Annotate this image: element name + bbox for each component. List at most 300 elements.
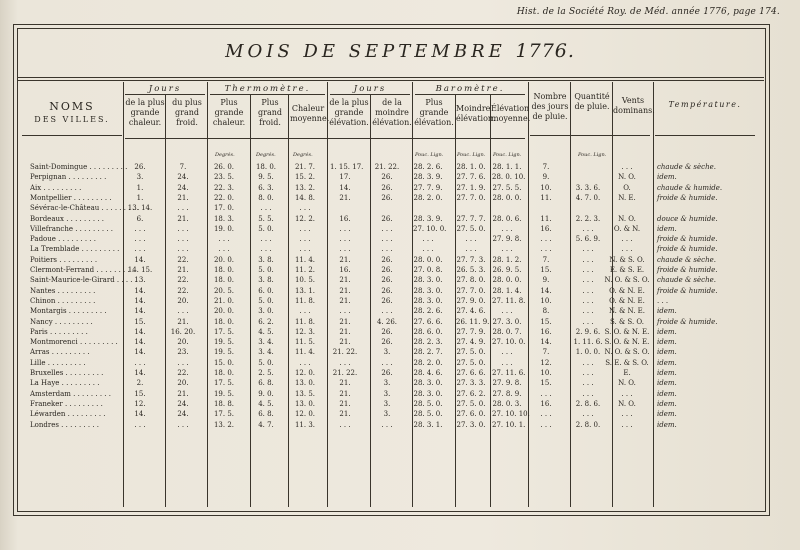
cell-pl: 15.: [540, 266, 552, 274]
cell-tc: 21. 0.: [213, 296, 235, 305]
cell-bg: 27. 10. 0.: [413, 224, 447, 233]
cell-bg: 28. 3. 9.: [413, 173, 443, 182]
table-row: [22, 162, 782, 172]
cell-tm: 14. 8.: [294, 193, 316, 202]
cell-temp: . . .: [657, 296, 669, 305]
cell-temp: idem.: [657, 173, 677, 182]
cell-vents: . . .: [621, 163, 633, 171]
table-row: [22, 378, 782, 388]
cell-city: Saint-Maurice-le-Girard . . .: [30, 275, 140, 285]
cell-vents: N. & N. E.: [608, 307, 646, 316]
cell-vents: O.: [623, 183, 631, 192]
cell-jge: . . .: [339, 235, 351, 244]
cell-jme: 3.: [383, 410, 391, 419]
cell-jf: . . .: [177, 245, 189, 254]
cell-city: Perpignan . . .: [30, 172, 140, 182]
cell-tc: 19. 5.: [213, 348, 235, 357]
cell-jf: 24.: [177, 410, 189, 419]
jours-chaleur-header: de la plus grande chaleur.: [125, 98, 165, 127]
cell-temp: froide & humide.: [657, 245, 718, 254]
cell-tf: 3. 0.: [258, 307, 274, 316]
unit-pouc-moyenne: Pouc. Lign.: [493, 152, 522, 158]
cell-qp: . . .: [582, 317, 594, 326]
cell-bmoy: 28. 0. 3.: [492, 399, 522, 408]
cell-jc: 6.: [136, 214, 144, 223]
elevation-moyenne-header: Élévation moyenne.: [491, 104, 531, 123]
cell-qp: . . .: [582, 286, 594, 295]
cell-jc: 1.: [136, 183, 144, 192]
cell-bmoy: 27. 8. 9.: [492, 389, 522, 398]
cell-vents: S. & S. O.: [609, 317, 644, 326]
cell-bg: 27. 7. 9.: [413, 183, 443, 192]
cell-temp: chaude & humide.: [657, 183, 723, 192]
cell-bm: 27. 5. 0.: [456, 348, 486, 357]
cell-vents: . . .: [621, 389, 633, 398]
cell-jge: 1. 15. 17.: [330, 163, 364, 171]
cell-pl: 7.: [542, 255, 550, 264]
cell-pl: 10.: [540, 183, 552, 192]
cell-tf: 3. 4.: [258, 338, 274, 347]
table-row: [22, 347, 782, 357]
cell-jge: 14.: [339, 183, 351, 192]
cell-city: Padoue . . .: [30, 234, 140, 244]
cell-tc: 18. 8.: [213, 399, 235, 408]
cell-temp: idem.: [657, 369, 677, 377]
nombre-jours-pluie-header: Nombre des jours de pluie.: [531, 92, 569, 121]
cell-tm: 11. 2.: [294, 266, 316, 274]
cell-bm: 27. 7. 9.: [456, 327, 486, 336]
cell-jge: . . .: [339, 420, 351, 429]
cell-qp: . . .: [582, 255, 594, 264]
cell-temp: chaude & sèche.: [657, 255, 716, 264]
cell-tf: 9. 5.: [258, 173, 274, 182]
table-row: [22, 296, 782, 306]
cell-bm: . . .: [465, 245, 477, 254]
cell-city: Paris . . .: [30, 327, 140, 337]
cell-temp: idem.: [657, 379, 677, 388]
cell-jf: 20.: [177, 379, 189, 388]
cell-jc: . . .: [134, 358, 146, 367]
cell-bm: 26. 5. 3.: [456, 266, 486, 274]
cell-vents: N. O. & S. O.: [604, 348, 650, 357]
cell-jf: 24.: [177, 399, 189, 408]
header-top-rule: [17, 77, 764, 78]
jours-group-header: Jours: [148, 84, 182, 94]
temp-rule: [655, 135, 755, 136]
cell-pl: 9.: [542, 276, 550, 285]
cell-tf: 4. 7.: [258, 420, 274, 429]
cell-jc: 14.: [134, 410, 146, 419]
table-row: [22, 286, 782, 296]
cell-city: La Tremblade . . .: [30, 244, 140, 254]
cell-tf: 4. 5.: [258, 327, 274, 336]
cell-jc: 14.: [134, 327, 146, 336]
cell-city: La Haye . . .: [30, 378, 140, 388]
chaleur-moyenne-header: Chaleur moyenne.: [290, 104, 330, 123]
cell-city: Poitiers . . .: [30, 255, 140, 265]
jours-froid-header: du plus grand froid.: [172, 98, 202, 127]
cell-jme: 3.: [383, 389, 391, 398]
baro-group-rule: [415, 94, 525, 95]
cell-bm: . . .: [465, 235, 477, 244]
cell-bmoy: . . .: [501, 224, 513, 233]
cell-tf: 18. 0.: [255, 163, 277, 171]
cell-bm: 26. 11. 9.: [456, 317, 490, 326]
table-row: [22, 306, 782, 316]
cell-tm: 11. 5.: [294, 338, 316, 347]
cell-pl: . . .: [540, 235, 552, 244]
cell-jc: 12.: [134, 399, 146, 408]
table-row: [22, 244, 782, 254]
cell-qp: . . .: [582, 389, 594, 398]
cell-jme: . . .: [381, 307, 393, 316]
cell-bmoy: 27. 11. 6.: [492, 369, 526, 377]
cell-jf: 21.: [177, 193, 189, 202]
cell-qp: . . .: [582, 296, 594, 305]
cell-bg: 28. 3. 1.: [413, 420, 443, 429]
page-title: [0, 40, 800, 62]
cell-tc: 18. 0.: [213, 276, 235, 285]
cell-jf: . . .: [177, 204, 189, 213]
cell-vents: S. E. & S. O.: [605, 358, 649, 367]
table-row: [22, 399, 782, 409]
cell-tm: . . .: [299, 224, 311, 233]
cell-bmoy: 28. 0. 0.: [492, 276, 522, 285]
cell-tf: 3. 4.: [258, 348, 274, 357]
cell-qp: 1. 0. 0.: [575, 348, 601, 357]
cell-jf: 23.: [177, 348, 189, 357]
cell-bmoy: 28. 1. 1.: [492, 163, 522, 171]
cell-bg: . . .: [422, 235, 434, 244]
cell-temp: douce & humide.: [657, 214, 718, 223]
cell-tm: 11. 8.: [294, 296, 316, 305]
cell-tc: 26. 0.: [213, 163, 235, 171]
cell-pl: 7.: [542, 163, 550, 171]
cell-bmoy: 27. 10. 10.: [492, 410, 530, 419]
cell-bg: 28. 2. 6.: [413, 163, 443, 171]
cell-tf: 6. 3.: [258, 183, 274, 192]
cell-jf: 21.: [177, 317, 189, 326]
cell-temp: idem.: [657, 420, 677, 429]
cell-jf: 22.: [177, 286, 189, 295]
cell-bmoy: . . .: [501, 348, 513, 357]
thermo-group-rule: [210, 94, 325, 95]
cell-tc: 22. 3.: [213, 183, 235, 192]
cell-pl: 10.: [540, 369, 552, 377]
table-row: [22, 275, 782, 285]
cell-tf: . . .: [260, 245, 272, 254]
cell-bg: 28. 3. 0.: [413, 276, 443, 285]
table-row: [22, 224, 782, 234]
cell-bg: 28. 3. 0.: [413, 389, 443, 398]
cell-bmoy: 28. 0. 7.: [492, 327, 522, 336]
cell-jf: 24.: [177, 173, 189, 182]
cell-pl: 14.: [540, 286, 552, 295]
cell-pl: 16.: [540, 224, 552, 233]
cell-jf: . . .: [177, 307, 189, 316]
cell-vents: O. & N. E.: [609, 296, 645, 305]
unit-pouc-pluie: Pouc. Lign.: [578, 152, 607, 158]
running-head: Hist. de la Société Roy. de Méd. année 1776, page 174.: [516, 7, 780, 17]
cell-pl: 11.: [540, 193, 552, 202]
cell-bg: 28. 6. 0.: [413, 327, 443, 336]
cell-pl: . . .: [540, 389, 552, 398]
table-row: [22, 368, 782, 378]
cell-qp: . . .: [582, 266, 594, 274]
cell-tm: 13. 0.: [294, 379, 316, 388]
cell-tc: 13. 2.: [213, 420, 235, 429]
cell-tc: 19. 5.: [213, 338, 235, 347]
thermo-group-header: Thermomètre.: [224, 84, 311, 94]
cell-tm: 12. 3.: [294, 327, 316, 336]
unit-degres-froid: Degrés.: [256, 152, 276, 158]
baro-group-header: Baromètre.: [435, 84, 505, 94]
cell-tc: 23. 5.: [213, 173, 235, 182]
cell-temp: idem.: [657, 389, 677, 398]
table-row: [22, 255, 782, 265]
cell-jge: 16.: [339, 266, 351, 274]
cell-jme: 26.: [381, 296, 393, 305]
cell-vents: E.: [623, 369, 631, 377]
cell-vents: E. & S. E.: [609, 266, 645, 274]
cell-bm: 27. 7. 0.: [456, 193, 486, 202]
cell-tf: 4. 5.: [258, 399, 274, 408]
table-row: [22, 389, 782, 399]
cell-tf: 6. 8.: [258, 379, 274, 388]
cell-jc: . . .: [134, 235, 146, 244]
cell-tm: . . .: [299, 204, 311, 213]
cell-tc: 17. 0.: [213, 204, 235, 213]
cell-jc: 14.: [134, 348, 146, 357]
cell-pl: 12.: [540, 358, 552, 367]
cell-bmoy: 28. 0. 6.: [492, 214, 522, 223]
temperature-header: Température.: [668, 100, 742, 109]
cell-vents: S. O. & N. E.: [604, 338, 650, 347]
cell-vents: N. O.: [618, 214, 636, 223]
cell-jme: 26.: [381, 276, 393, 285]
cell-pl: . . .: [540, 420, 552, 429]
cell-tm: 12. 2.: [294, 214, 316, 223]
cell-tc: 19. 0.: [213, 224, 235, 233]
cell-bmoy: 27. 9. 8.: [492, 235, 522, 244]
cell-jge: 21. 22.: [332, 369, 358, 377]
cell-qp: . . .: [582, 224, 594, 233]
cell-temp: idem.: [657, 327, 677, 336]
cell-vents: N. E.: [618, 193, 636, 202]
cell-pl: 8.: [542, 307, 550, 316]
unit-pouc-grande: Pouc. Lign.: [415, 152, 444, 158]
cell-bg: 28. 3. 0.: [413, 296, 443, 305]
cell-bm: 27. 7. 0.: [456, 286, 486, 295]
cell-jc: 14.: [134, 286, 146, 295]
cell-temp: idem.: [657, 348, 677, 357]
cell-bg: 28. 2. 6.: [413, 307, 443, 316]
unit-degres-chaleur: Degrés.: [215, 152, 235, 158]
cell-city: Léwarden . . .: [30, 409, 140, 419]
cell-jf: 21.: [177, 389, 189, 398]
cell-qp: 4. 7. 0.: [575, 193, 601, 202]
cell-tm: . . .: [299, 245, 311, 254]
cell-tm: 11. 3.: [294, 420, 316, 429]
cell-tc: 18. 3.: [213, 214, 235, 223]
cell-temp: idem.: [657, 338, 677, 347]
cell-jme: 26.: [381, 338, 393, 347]
cell-city: Arras . . .: [30, 347, 140, 357]
cell-jc: 26.: [134, 163, 146, 171]
cell-jc: 1.: [136, 193, 144, 202]
cell-jme: 26.: [381, 266, 393, 274]
cell-jf: 16. 20.: [170, 327, 196, 336]
cell-bm: 27. 8. 0.: [456, 276, 486, 285]
cell-pl: 14.: [540, 338, 552, 347]
cell-tf: 6. 0.: [258, 286, 274, 295]
cell-bmoy: 27. 10. 0.: [492, 338, 526, 347]
cell-jge: 21.: [339, 410, 351, 419]
cell-qp: 2. 2. 3.: [575, 214, 601, 223]
cell-city: Nancy . . .: [30, 317, 140, 327]
cell-qp: . . .: [582, 307, 594, 316]
cell-tf: . . .: [260, 235, 272, 244]
cell-jf: 22.: [177, 369, 189, 377]
cell-tm: . . .: [299, 307, 311, 316]
cell-tf: 3. 8.: [258, 255, 274, 264]
cell-tm: 12. 0.: [294, 410, 316, 419]
cell-tm: 21. 7.: [294, 163, 316, 171]
cell-vents: . . .: [621, 410, 633, 419]
cell-tc: . . .: [218, 235, 230, 244]
cell-temp: froide & humide.: [657, 235, 718, 244]
cell-tm: 10. 5.: [294, 276, 316, 285]
cell-tf: 5. 0.: [258, 224, 274, 233]
cell-jme: 26.: [381, 183, 393, 192]
cell-bg: 28. 2. 7.: [413, 348, 443, 357]
plus-grande-elevation-header: Plus grande élévation.: [414, 98, 454, 127]
cell-jf: 7.: [179, 163, 187, 171]
vents-header: Vents dominans.: [613, 96, 655, 115]
header-top-rule-double: [17, 80, 764, 81]
cell-pl: . . .: [540, 245, 552, 254]
cell-city: Amsterdam . . .: [30, 389, 140, 399]
cell-city: Londres . . .: [30, 420, 140, 430]
cell-city: Franeker . . .: [30, 399, 140, 409]
cell-tc: 19. 5.: [213, 389, 235, 398]
cell-bg: 28. 3. 0.: [413, 286, 443, 295]
cell-bg: 28. 2. 0.: [413, 358, 443, 367]
cell-bg: 28. 2. 0.: [413, 193, 443, 202]
cell-tf: 6. 8.: [258, 410, 274, 419]
cell-jme: 26.: [381, 286, 393, 295]
cell-jc: 3.: [136, 173, 144, 182]
cell-vents: N. O. & S. O.: [604, 276, 650, 285]
cell-pl: 16.: [540, 327, 552, 336]
cell-jc: 14. 15.: [127, 266, 153, 274]
cell-jme: 26.: [381, 369, 393, 377]
noms-label: NOMS: [49, 100, 95, 113]
cell-tc: 18. 0.: [213, 317, 235, 326]
jours2-group-header: Jours: [353, 84, 387, 94]
noms-rule: [22, 135, 122, 136]
cell-pl: 16.: [540, 399, 552, 408]
cell-city: Bordeaux . . .: [30, 214, 140, 224]
cell-bmoy: 27. 11. 8.: [492, 296, 526, 305]
cell-jme: . . .: [381, 358, 393, 367]
cell-qp: . . .: [582, 245, 594, 254]
cell-pl: 15.: [540, 317, 552, 326]
des-villes-label: DES VILLES.: [34, 115, 110, 124]
cell-jge: 21.: [339, 389, 351, 398]
cell-bg: 28. 5. 0.: [413, 399, 443, 408]
cell-bm: 27. 5. 0.: [456, 224, 486, 233]
cell-bmoy: 27. 10. 1.: [492, 420, 526, 429]
cell-bg: 28. 3. 9.: [413, 214, 443, 223]
cell-qp: 1. 11. 6.: [573, 338, 603, 347]
pluie-rule: [530, 135, 650, 136]
title-month: MOIS DE SEPTEMBRE: [225, 41, 506, 62]
cell-jge: . . .: [339, 307, 351, 316]
grand-froid-header: Plus grand froid.: [258, 98, 282, 127]
cell-jme: . . .: [381, 420, 393, 429]
cell-vents: . . .: [621, 235, 633, 244]
table-row: [22, 265, 782, 275]
cell-pl: 9.: [542, 173, 550, 182]
cell-qp: . . .: [582, 358, 594, 367]
cell-jme: 26.: [381, 173, 393, 182]
cell-jf: 22.: [177, 276, 189, 285]
cell-bm: 27. 7. 7.: [456, 214, 486, 223]
cell-qp: . . .: [582, 276, 594, 285]
cell-temp: idem.: [657, 358, 677, 367]
cell-jge: 21. 22.: [332, 348, 358, 357]
cell-bm: 27. 4. 9.: [456, 338, 486, 347]
cell-jge: 21.: [339, 327, 351, 336]
cell-city: Lille . . .: [30, 358, 140, 368]
cell-jme: 4. 26.: [376, 317, 398, 326]
cell-jme: 21. 22.: [374, 163, 400, 171]
cell-jf: . . .: [177, 224, 189, 233]
cell-tc: 17. 5.: [213, 379, 235, 388]
cell-city: Bruxelles . . .: [30, 368, 140, 378]
cell-tf: 3. 8.: [258, 276, 274, 285]
cell-jc: 15.: [134, 389, 146, 398]
cell-jc: 14.: [134, 338, 146, 347]
table-row: [22, 234, 782, 244]
cell-vents: . . .: [621, 420, 633, 429]
cell-temp: froide & humide.: [657, 266, 718, 274]
cell-qp: 3. 3. 6.: [575, 183, 601, 192]
cell-tm: 15. 2.: [294, 173, 316, 182]
table-row: [22, 317, 782, 327]
unit-degres-moyenne: Degrés.: [293, 152, 313, 158]
cell-vents: N. O.: [618, 379, 636, 388]
table-row: [22, 203, 782, 213]
cell-tf: 6. 2.: [258, 317, 274, 326]
cell-jc: 14.: [134, 296, 146, 305]
cell-tm: 11. 8.: [294, 317, 316, 326]
cell-bmoy: . . .: [501, 245, 513, 254]
cell-pl: 11.: [540, 214, 552, 223]
cell-jme: 26.: [381, 327, 393, 336]
cell-bmoy: 28. 0. 0.: [492, 193, 522, 202]
cell-vents: . . .: [621, 245, 633, 254]
cell-jc: . . .: [134, 420, 146, 429]
cell-bm: 27. 3. 3.: [456, 379, 486, 388]
cell-city: Montmorenci . . .: [30, 337, 140, 347]
cell-vents: O. & N.: [613, 224, 641, 233]
cell-jge: 16.: [339, 214, 351, 223]
cell-jme: . . .: [381, 245, 393, 254]
cell-jc: . . .: [134, 224, 146, 233]
cell-jge: . . .: [339, 224, 351, 233]
